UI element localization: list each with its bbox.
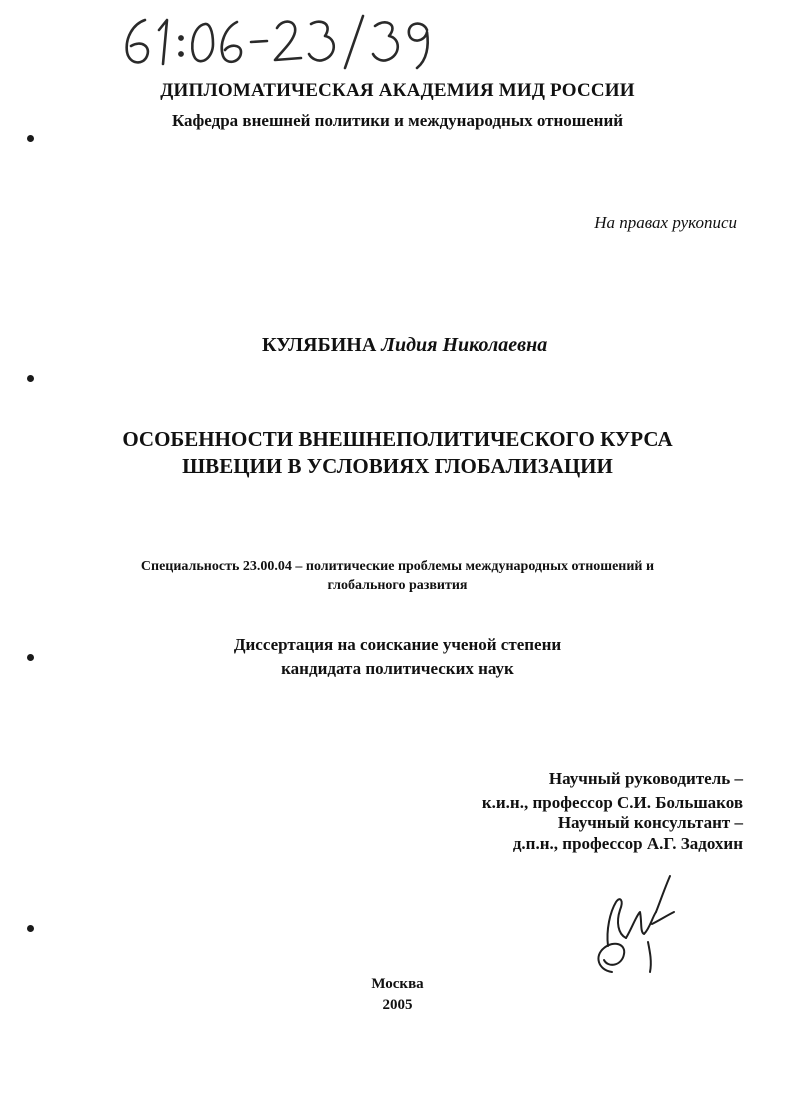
margin-bullet xyxy=(27,135,34,142)
author-surname: КУЛЯБИНА xyxy=(262,334,377,356)
department-name: Кафедра внешней политики и международных отношений xyxy=(171,111,624,130)
consultant-name: д.п.н., профессор А.Г. Задохин xyxy=(512,834,743,853)
margin-bullet xyxy=(27,375,34,382)
degree-line-1: Диссертация на соискание ученой степени xyxy=(233,635,562,654)
supervisor-label: Научный руководитель – xyxy=(548,769,743,788)
margin-bullet xyxy=(27,925,34,932)
city: Москва xyxy=(371,976,424,992)
author-name xyxy=(262,334,547,357)
organization-name: ДИПЛОМАТИЧЕСКАЯ АКАДЕМИЯ МИД РОССИИ xyxy=(160,80,635,101)
year: 2005 xyxy=(382,997,413,1013)
degree-line-2: кандидата политических наук xyxy=(281,659,514,678)
consultant-label: Научный консультант – xyxy=(557,813,743,832)
manuscript-note: На правах рукописи xyxy=(594,213,737,232)
dissertation-title-line-1: ОСОБЕННОСТИ ВНЕШНЕПОЛИТИЧЕСКОГО КУРСА xyxy=(122,427,673,451)
handwritten-archive-code xyxy=(115,8,435,72)
specialty-line-2: глобального развития xyxy=(327,578,468,593)
handwritten-signature xyxy=(590,872,680,982)
supervisor-name: к.и.н., профессор С.И. Большаков xyxy=(481,793,743,812)
specialty-line-1: Специальность 23.00.04 – политические проблемы международных отношений и xyxy=(140,559,655,574)
author-given-names: Лидия Николаевна xyxy=(381,334,548,356)
dissertation-title-line-2: ШВЕЦИИ В УСЛОВИЯХ ГЛОБАЛИЗАЦИИ xyxy=(182,454,613,478)
